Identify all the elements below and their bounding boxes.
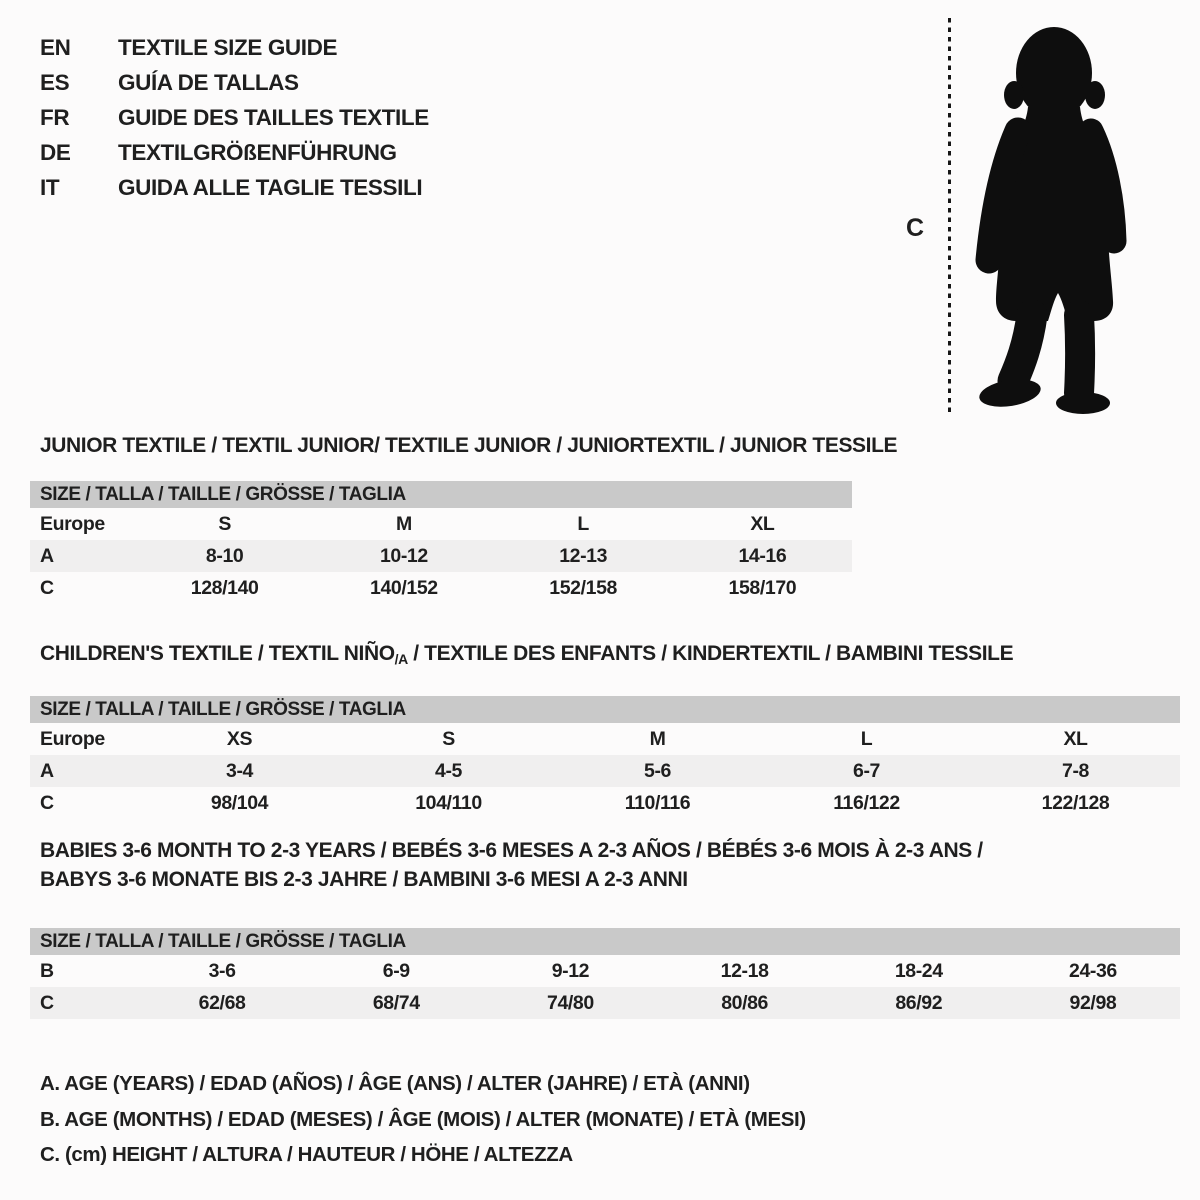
section-title-babies	[40, 836, 983, 894]
table-row-europe	[30, 508, 852, 540]
language-title: GUIDA ALLE TAGLIE TESSILI	[118, 175, 423, 200]
size-cell: L	[577, 513, 589, 535]
size-cell: 62/68	[198, 992, 246, 1014]
size-cell: 4-5	[435, 760, 462, 782]
row-label: C	[40, 992, 54, 1014]
size-cell: 12-13	[559, 545, 608, 567]
size-cell: 9-12	[551, 960, 590, 982]
size-cell: 3-6	[208, 960, 236, 982]
language-code: FR	[40, 105, 70, 130]
size-cell: 122/128	[1041, 792, 1110, 814]
size-cell: L	[860, 728, 873, 750]
size-cell: 158/170	[728, 577, 797, 599]
size-cell: XL	[750, 513, 775, 535]
table-row-a	[30, 755, 1180, 787]
table-row-b	[30, 955, 1180, 987]
babies-size-table	[30, 928, 1180, 1019]
language-title: TEXTILGRÖßENFÜHRUNG	[118, 140, 397, 165]
section-title-children-prefix: CHILDREN'S TEXTILE / TEXTIL NIÑO	[40, 642, 395, 665]
row-label: Europe	[40, 513, 105, 535]
footnote-a: A. AGE (YEARS) / EDAD (AÑOS) / ÂGE (ANS) / ALTER (JAHRE) / ETÀ (ANNI)	[40, 1072, 750, 1095]
language-title: TEXTILE SIZE GUIDE	[118, 35, 338, 60]
size-cell: 80/86	[721, 992, 768, 1014]
size-cell: XS	[226, 728, 253, 750]
section-title-babies-line1: BABIES 3-6 MONTH TO 2-3 YEARS / BEBÉS 3-6 MESES A 2-3 AÑOS / BÉBÉS 3-6 MOIS À 2-3 ANS /	[40, 839, 983, 862]
size-header-bar: SIZE / TALLA / TAILLE / GRÖSSE / TAGLIA	[30, 481, 852, 508]
size-cell: 10-12	[379, 545, 428, 567]
language-row-fr	[40, 100, 429, 135]
size-cell: 74/80	[547, 992, 594, 1014]
table-row-c	[30, 572, 852, 604]
section-title-children-sub: /A	[394, 651, 408, 667]
row-label: Europe	[40, 728, 105, 750]
size-cell: 5-6	[644, 760, 671, 782]
size-cell: 3-4	[226, 760, 253, 782]
language-row-it	[40, 170, 429, 205]
size-cell: 6-7	[853, 760, 880, 782]
size-cell: 152/158	[549, 577, 617, 599]
size-cell: 104/110	[415, 792, 482, 814]
language-code: ES	[40, 70, 70, 95]
section-title-babies-line2: BABYS 3-6 MONATE BIS 2-3 JAHRE / BAMBINI 3-6 MESI A 2-3 ANNI	[40, 868, 688, 891]
size-cell: 14-16	[738, 545, 787, 567]
size-cell: 92/98	[1069, 992, 1117, 1014]
language-row-en	[40, 30, 429, 65]
size-cell: 18-24	[894, 960, 943, 982]
size-cell: 68/74	[372, 992, 420, 1014]
size-cell: 128/140	[190, 577, 259, 599]
row-label: B	[40, 960, 54, 982]
children-size-table	[30, 696, 1180, 819]
section-title-children	[40, 639, 1013, 674]
language-row-de	[40, 135, 429, 170]
language-code: DE	[40, 140, 71, 165]
language-code: EN	[40, 35, 71, 60]
toddler-silhouette-icon	[966, 13, 1142, 415]
size-header-bar: SIZE / TALLA / TAILLE / GRÖSSE / TAGLIA	[30, 696, 1180, 723]
size-cell: 86/92	[895, 992, 943, 1014]
language-title: GUÍA DE TALLAS	[118, 70, 299, 95]
size-cell: 24-36	[1069, 960, 1117, 982]
row-label: C	[40, 792, 54, 814]
size-cell: 98/104	[210, 792, 269, 814]
height-measure-dashed-line	[948, 18, 951, 415]
table-row-europe	[30, 723, 1180, 755]
row-label: A	[40, 545, 54, 567]
size-header-bar: SIZE / TALLA / TAILLE / GRÖSSE / TAGLIA	[30, 928, 1180, 955]
language-row-es	[40, 65, 429, 100]
footnote-c: C. (cm) HEIGHT / ALTURA / HAUTEUR / HÖHE / ALTEZZA	[40, 1143, 573, 1166]
size-cell: M	[395, 513, 412, 535]
row-label: A	[40, 760, 54, 782]
size-cell: 6-9	[382, 960, 410, 982]
size-cell: M	[649, 728, 666, 750]
size-cell: 110/116	[624, 792, 691, 814]
junior-size-table	[30, 481, 852, 604]
footnote-b: B. AGE (MONTHS) / EDAD (MESES) / ÂGE (MOIS) / ALTER (MONATE) / ETÀ (MESI)	[40, 1107, 806, 1131]
size-cell: 8-10	[205, 545, 244, 567]
size-cell: 140/152	[370, 577, 438, 599]
measure-legend	[40, 1066, 806, 1173]
size-cell: 116/122	[833, 792, 900, 814]
language-title-list	[40, 30, 429, 205]
size-cell: 7-8	[1062, 760, 1089, 782]
table-row-a	[30, 540, 852, 572]
height-measure-label: C	[906, 214, 924, 242]
size-cell: S	[218, 513, 231, 535]
table-row-c	[30, 987, 1180, 1019]
size-cell: XL	[1063, 728, 1088, 750]
language-code: IT	[40, 175, 60, 200]
section-title-junior: JUNIOR TEXTILE / TEXTIL JUNIOR/ TEXTILE JUNIOR / JUNIORTEXTIL / JUNIOR TESSILE	[40, 434, 898, 457]
table-row-c	[30, 787, 1180, 819]
section-title-children-suffix: / TEXTILE DES ENFANTS / KINDERTEXTIL / BAMBINI TESSILE	[407, 642, 1014, 665]
size-cell: S	[442, 728, 455, 750]
size-cell: 12-18	[720, 960, 769, 982]
row-label: C	[40, 577, 54, 599]
language-title: GUIDE DES TAILLES TEXTILE	[118, 105, 429, 130]
